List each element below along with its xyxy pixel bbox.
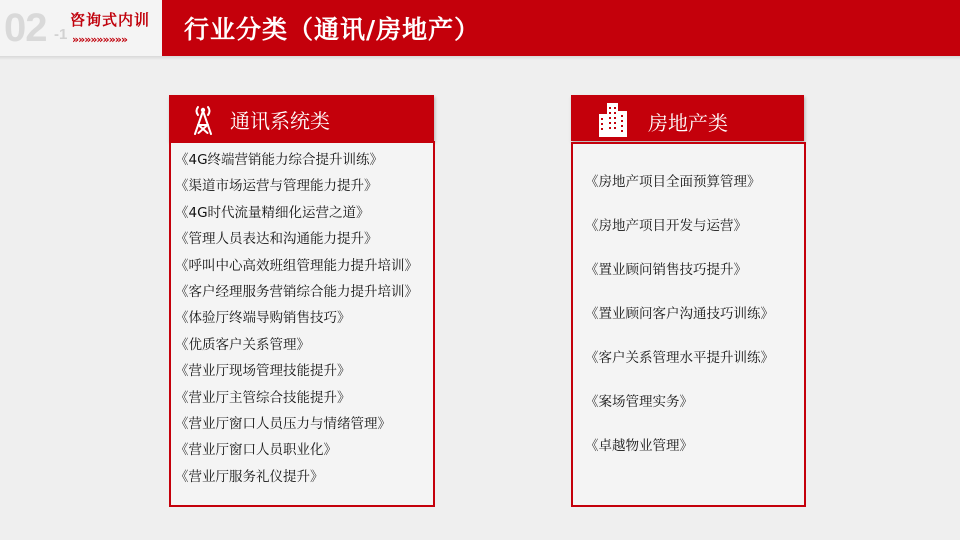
course-item: 《案场管理实务》 (585, 394, 693, 410)
realestate-panel-header (571, 95, 804, 141)
course-item: 《房地产项目全面预算管理》 (585, 174, 761, 190)
brand-label: 咨询式内训 (70, 11, 151, 29)
course-item: 《4G终端营销能力综合提升训练》 (175, 152, 384, 168)
header-divider (0, 56, 960, 60)
arrows-decoration: »»»»»»»»» (72, 33, 127, 46)
course-item: 《体验厅终端导购销售技巧》 (175, 310, 351, 327)
buildings-icon (597, 101, 629, 141)
title-bar (162, 0, 960, 56)
course-item: 《客户经理服务营销综合能力提升培训》 (175, 283, 418, 300)
page-title: 行业分类（通讯/房地产） (184, 15, 481, 44)
telecom-course-list (175, 147, 418, 490)
course-item: 《营业厅主管综合技能提升》 (175, 389, 351, 406)
realestate-panel (571, 95, 806, 507)
realestate-panel-title: 房地产类 (648, 111, 728, 135)
telecom-panel-header (169, 95, 434, 141)
section-number: 02 (4, 6, 47, 50)
radio-tower-icon (191, 103, 215, 139)
section-badge (0, 0, 162, 56)
course-item: 《营业厅现场管理技能提升》 (175, 363, 351, 380)
telecom-course-box (169, 141, 435, 507)
course-item: 《营业厅服务礼仪提升》 (175, 468, 324, 485)
course-item: 《客户关系管理水平提升训练》 (585, 350, 774, 366)
telecom-panel-title: 通讯系统类 (230, 109, 330, 133)
course-item: 《营业厅窗口人员职业化》 (175, 442, 337, 459)
course-item: 《置业顾问销售技巧提升》 (585, 262, 747, 278)
course-item: 《管理人员表达和沟通能力提升》 (175, 231, 378, 248)
realestate-course-box (571, 142, 806, 507)
section-sub-number: -1 (54, 26, 68, 43)
course-item: 《呼叫中心高效班组管理能力提升培训》 (175, 257, 418, 274)
course-item: 《房地产项目开发与运营》 (585, 218, 747, 234)
realestate-course-list (585, 160, 774, 468)
course-item: 《渠道市场运营与管理能力提升》 (175, 178, 378, 195)
course-item: 《4G时代流量精细化运营之道》 (175, 204, 370, 221)
course-item: 《卓越物业管理》 (585, 438, 693, 454)
course-item: 《置业顾问客户沟通技巧训练》 (585, 306, 774, 322)
telecom-panel (169, 95, 435, 507)
course-item: 《优质客户关系管理》 (175, 336, 310, 353)
course-item: 《营业厅窗口人员压力与情绪管理》 (175, 415, 391, 432)
